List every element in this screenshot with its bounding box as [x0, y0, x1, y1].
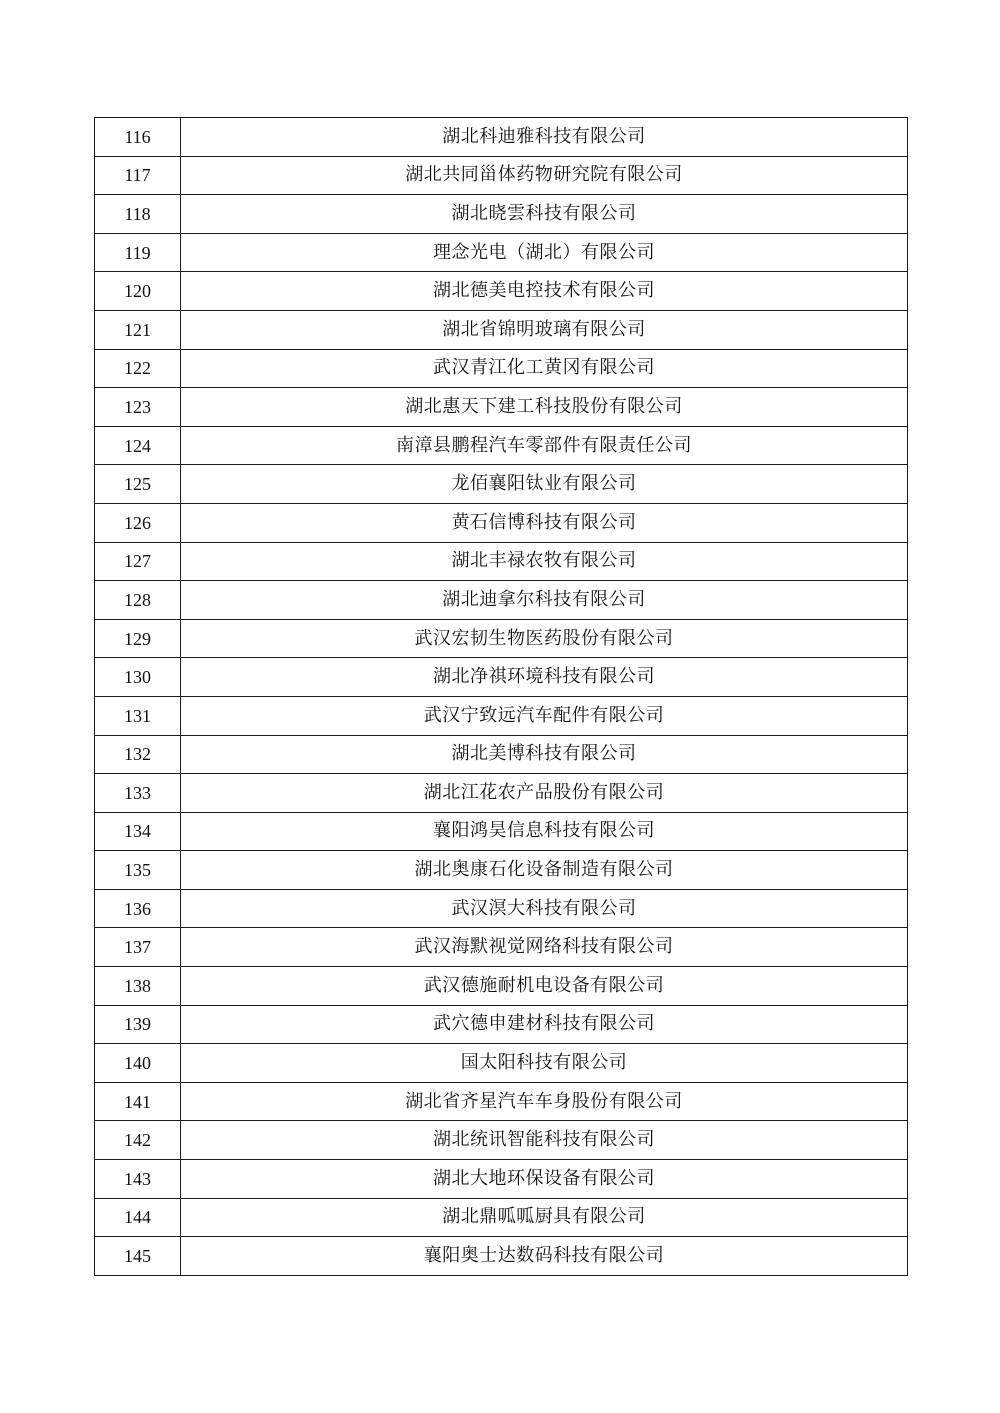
company-name-cell: 武汉德施耐机电设备有限公司	[181, 967, 908, 1006]
row-number-cell: 119	[95, 233, 181, 272]
table-row	[95, 156, 908, 195]
company-name-cell: 武穴德申建材科技有限公司	[181, 1005, 908, 1044]
company-name-cell: 湖北省锦明玻璃有限公司	[181, 310, 908, 349]
company-name-cell: 襄阳奥士达数码科技有限公司	[181, 1237, 908, 1276]
company-name-cell: 湖北省齐星汽车车身股份有限公司	[181, 1082, 908, 1121]
company-name-cell: 武汉青江化工黄冈有限公司	[181, 349, 908, 388]
table-row	[95, 889, 908, 928]
row-number-cell: 145	[95, 1237, 181, 1276]
row-number-cell: 132	[95, 735, 181, 774]
row-number-cell: 129	[95, 619, 181, 658]
company-name-cell: 理念光电（湖北）有限公司	[181, 233, 908, 272]
row-number-cell: 124	[95, 426, 181, 465]
table-row	[95, 735, 908, 774]
table-row	[95, 774, 908, 813]
table-row	[95, 542, 908, 581]
row-number-cell: 131	[95, 696, 181, 735]
table-row	[95, 851, 908, 890]
table-row	[95, 967, 908, 1006]
company-name-cell: 湖北德美电控技术有限公司	[181, 272, 908, 311]
table-row	[95, 426, 908, 465]
table-row	[95, 619, 908, 658]
row-number-cell: 122	[95, 349, 181, 388]
row-number-cell: 136	[95, 889, 181, 928]
company-name-cell: 国太阳科技有限公司	[181, 1044, 908, 1083]
company-name-cell: 湖北统讯智能科技有限公司	[181, 1121, 908, 1160]
table-row	[95, 1160, 908, 1199]
company-name-cell: 湖北迪拿尔科技有限公司	[181, 581, 908, 620]
company-list-table	[94, 117, 908, 1276]
row-number-cell: 120	[95, 272, 181, 311]
table-row	[95, 195, 908, 234]
table-row	[95, 812, 908, 851]
table-row	[95, 349, 908, 388]
company-name-cell: 湖北共同甾体药物研究院有限公司	[181, 156, 908, 195]
company-name-cell: 襄阳鸿昊信息科技有限公司	[181, 812, 908, 851]
row-number-cell: 125	[95, 465, 181, 504]
company-name-cell: 武汉宏韧生物医药股份有限公司	[181, 619, 908, 658]
row-number-cell: 133	[95, 774, 181, 813]
row-number-cell: 141	[95, 1082, 181, 1121]
table-row	[95, 1198, 908, 1237]
table-row	[95, 1005, 908, 1044]
company-name-cell: 南漳县鹏程汽车零部件有限责任公司	[181, 426, 908, 465]
company-name-cell: 黄石信博科技有限公司	[181, 503, 908, 542]
company-name-cell: 湖北奥康石化设备制造有限公司	[181, 851, 908, 890]
company-name-cell: 湖北美博科技有限公司	[181, 735, 908, 774]
table-row	[95, 1121, 908, 1160]
company-name-cell: 湖北晓雲科技有限公司	[181, 195, 908, 234]
table-row	[95, 233, 908, 272]
row-number-cell: 144	[95, 1198, 181, 1237]
table-row	[95, 272, 908, 311]
row-number-cell: 128	[95, 581, 181, 620]
row-number-cell: 135	[95, 851, 181, 890]
company-name-cell: 湖北丰禄农牧有限公司	[181, 542, 908, 581]
company-name-cell: 武汉溟大科技有限公司	[181, 889, 908, 928]
company-name-cell: 湖北大地环保设备有限公司	[181, 1160, 908, 1199]
row-number-cell: 138	[95, 967, 181, 1006]
row-number-cell: 134	[95, 812, 181, 851]
row-number-cell: 143	[95, 1160, 181, 1199]
table-row	[95, 581, 908, 620]
table-row	[95, 1237, 908, 1276]
table-row	[95, 310, 908, 349]
table-body	[95, 118, 908, 1276]
row-number-cell: 130	[95, 658, 181, 697]
row-number-cell: 127	[95, 542, 181, 581]
company-name-cell: 武汉宁致远汽车配件有限公司	[181, 696, 908, 735]
row-number-cell: 116	[95, 118, 181, 157]
row-number-cell: 121	[95, 310, 181, 349]
row-number-cell: 137	[95, 928, 181, 967]
row-number-cell: 142	[95, 1121, 181, 1160]
row-number-cell: 117	[95, 156, 181, 195]
table-row	[95, 658, 908, 697]
row-number-cell: 139	[95, 1005, 181, 1044]
company-name-cell: 湖北科迪雅科技有限公司	[181, 118, 908, 157]
row-number-cell: 126	[95, 503, 181, 542]
table-row	[95, 503, 908, 542]
table-row	[95, 1082, 908, 1121]
row-number-cell: 118	[95, 195, 181, 234]
row-number-cell: 140	[95, 1044, 181, 1083]
row-number-cell: 123	[95, 388, 181, 427]
company-name-cell: 湖北鼎呱呱厨具有限公司	[181, 1198, 908, 1237]
company-name-cell: 湖北净祺环境科技有限公司	[181, 658, 908, 697]
company-name-cell: 湖北惠天下建工科技股份有限公司	[181, 388, 908, 427]
company-name-cell: 湖北江花农产品股份有限公司	[181, 774, 908, 813]
table-row	[95, 118, 908, 157]
table-row	[95, 696, 908, 735]
company-name-cell: 武汉海默视觉网络科技有限公司	[181, 928, 908, 967]
table-row	[95, 388, 908, 427]
company-name-cell: 龙佰襄阳钛业有限公司	[181, 465, 908, 504]
table-row	[95, 1044, 908, 1083]
table-row	[95, 928, 908, 967]
table-row	[95, 465, 908, 504]
